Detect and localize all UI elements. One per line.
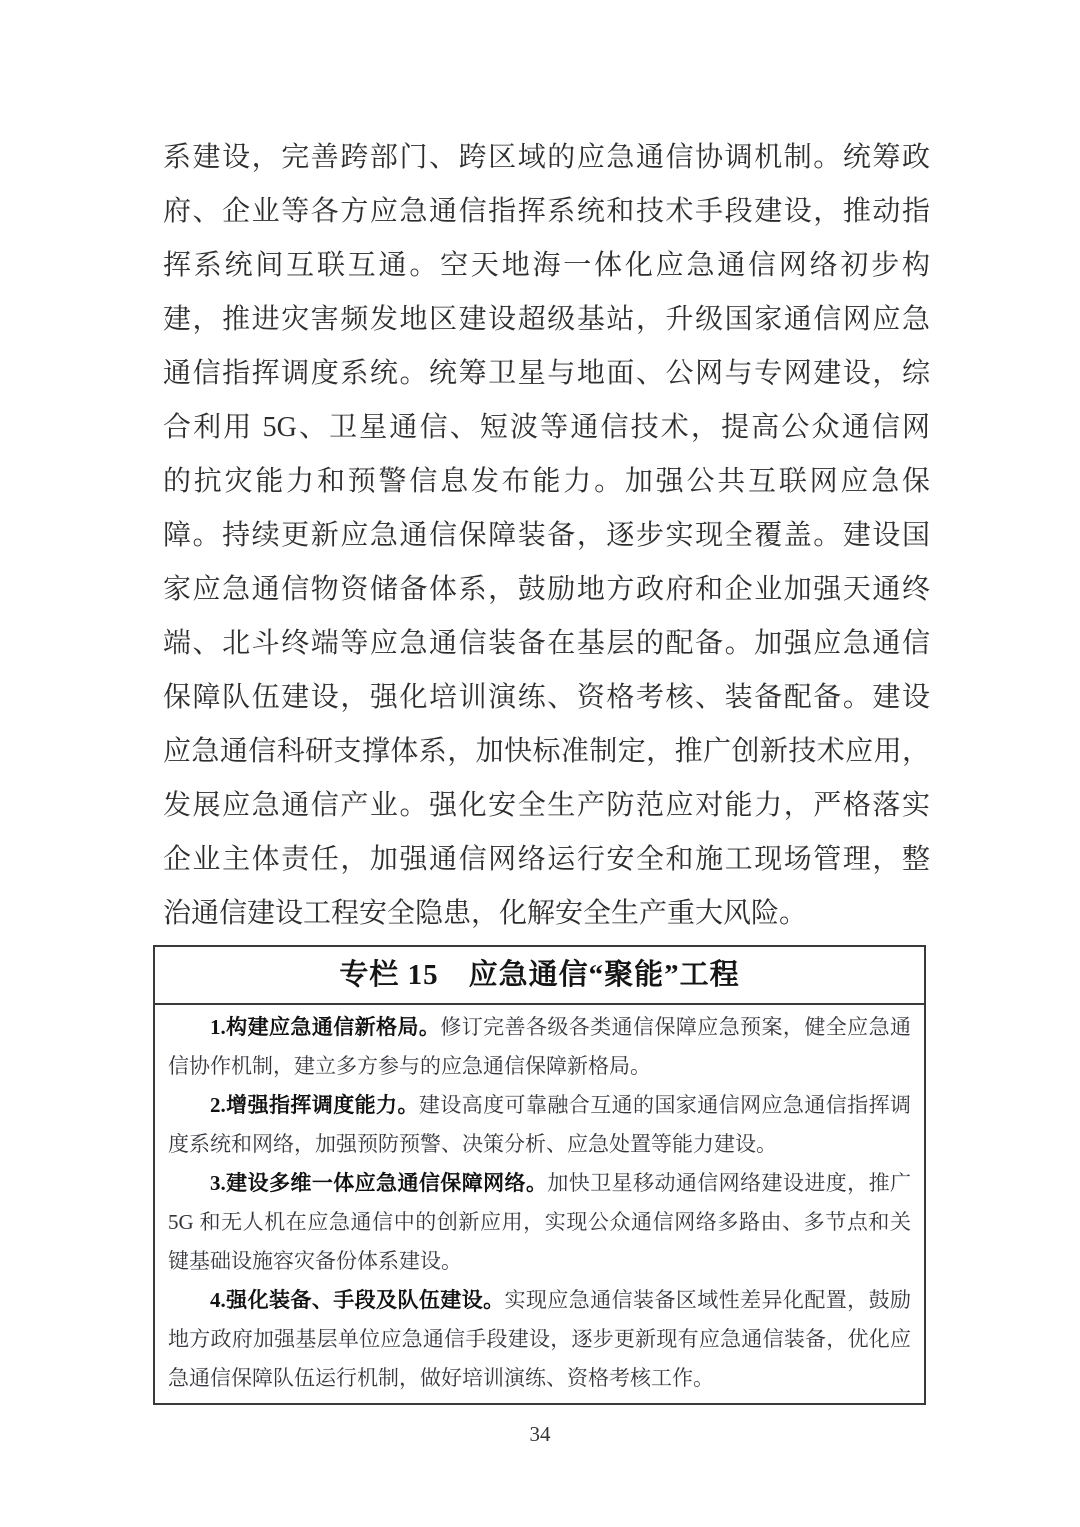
body-text-line: 保障队伍建设，强化培训演练、资格考核、装备配备。建设 bbox=[163, 682, 930, 713]
body-text-line: 的抗灾能力和预警信息发布能力。加强公共互联网应急保 bbox=[163, 466, 930, 497]
panel-item bbox=[168, 1164, 911, 1281]
body-text-line: 家应急通信物资储备体系，鼓励地方政府和企业加强天通终 bbox=[163, 574, 930, 605]
panel-item-lead: 3.建设多维一体应急通信保障网络。 bbox=[210, 1171, 548, 1195]
body-text-line: 端、北斗终端等应急通信装备在基层的配备。加强应急通信 bbox=[163, 628, 930, 659]
page-number: 34 bbox=[529, 1422, 551, 1446]
panel-item-text: 建设高度可靠融合互通的国家通信网应急通信指挥调度系统和网络，加强预防预警、决策分析、应急处置等能力建设。 bbox=[168, 1093, 911, 1156]
body-text-line: 通信指挥调度系统。统筹卫星与地面、公网与专网建设，综 bbox=[163, 358, 930, 389]
panel-item bbox=[168, 1281, 911, 1398]
panel-item-lead: 4.强化装备、手段及队伍建设。 bbox=[210, 1288, 505, 1312]
panel-item-text: 修订完善各级各类通信保障应急预案，健全应急通信协作机制，建立多方参与的应急通信保障新格局。 bbox=[168, 1015, 912, 1078]
panel-item-text: 加快卫星移动通信网络建设进度，推广 5G 和无人机在应急通信中的创新应用，实现公众通信网络多路由、多节点和关键基础设施容灾备份体系建设。 bbox=[168, 1171, 911, 1273]
body-text-line: 企业主体责任，加强通信网络运行安全和施工现场管理，整 bbox=[163, 844, 930, 875]
panel-item-text: 实现应急通信装备区域性差异化配置，鼓励地方政府加强基层单位应急通信手段建设，逐步更新现有应急通信装备，优化应急通信保障队伍运行机制，做好培训演练、资格考核工作。 bbox=[168, 1288, 911, 1390]
panel-item-lead: 2.增强指挥调度能力。 bbox=[210, 1093, 419, 1117]
body-text-line: 建，推进灾害频发地区建设超级基站，升级国家通信网应急 bbox=[163, 304, 930, 335]
body-text-line: 挥系统间互联互通。空天地海一体化应急通信网络初步构 bbox=[163, 250, 930, 281]
panel-title: 专栏 15 应急通信“聚能”工程 bbox=[155, 947, 924, 1005]
panel-item-lead: 1.构建应急通信新格局。 bbox=[210, 1015, 441, 1039]
body-paragraph bbox=[163, 131, 930, 941]
body-text-line: 系建设，完善跨部门、跨区域的应急通信协调机制。统筹政 bbox=[163, 142, 930, 173]
panel-item bbox=[168, 1086, 911, 1164]
body-text-line: 府、企业等各方应急通信指挥系统和技术手段建设，推动指 bbox=[163, 196, 930, 227]
panel-item bbox=[168, 1008, 911, 1086]
body-text-line: 合利用 5G、卫星通信、短波等通信技术，提高公众通信网 bbox=[163, 412, 930, 443]
body-text-line: 发展应急通信产业。强化安全生产防范应对能力，严格落实 bbox=[163, 790, 930, 821]
panel-body bbox=[155, 1005, 924, 1403]
featured-column-box bbox=[153, 945, 926, 1405]
body-text-line: 应急通信科研支撑体系，加快标准制定，推广创新技术应用， bbox=[163, 736, 930, 767]
body-text-line: 治通信建设工程安全隐患，化解安全生产重大风险。 bbox=[163, 898, 808, 929]
body-text-line: 障。持续更新应急通信保障装备，逐步实现全覆盖。建设国 bbox=[163, 520, 930, 551]
